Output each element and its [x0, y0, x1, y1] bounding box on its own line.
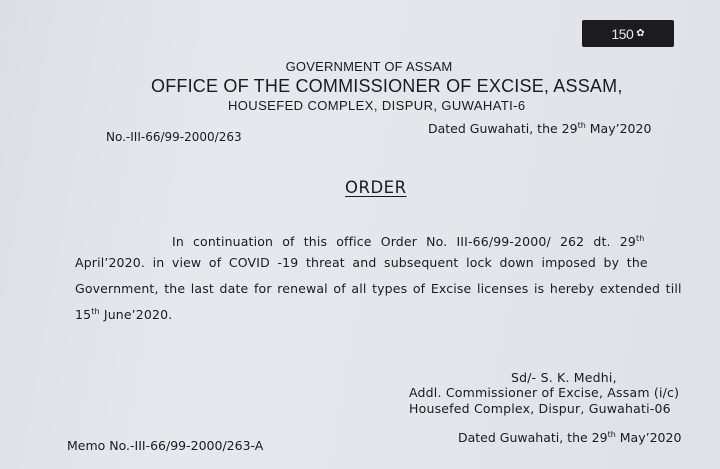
- header-government-text: GOVERNMENT OF ASSAM: [285, 59, 453, 74]
- body-line-1: [172, 234, 645, 249]
- reference-date-month: May’2020: [585, 121, 652, 136]
- body-line-1-sup: th: [635, 234, 645, 243]
- header-address: HOUSEFED COMPLEX, DISPUR, GUWAHATI-6: [228, 98, 526, 113]
- memo-date: [458, 430, 681, 445]
- body-line-2: April’2020. in view of COVID -19 threat and subsequent lock down imposed by the: [75, 255, 648, 270]
- body-line-4-sup: th: [91, 307, 100, 316]
- reference-date-sup: th: [577, 121, 586, 130]
- anniversary-logo: [582, 20, 674, 47]
- memo-number: Memo No.-III-66/99-2000/263-A: [67, 438, 264, 453]
- header-office: OFFICE OF THE COMMISSIONER OF EXCISE, ASSAM,: [151, 76, 623, 96]
- reference-date-text: Dated Guwahati, the 29: [428, 121, 578, 136]
- logo-number: 150: [611, 25, 634, 42]
- body-line-3: Government, the last date for renewal of all types of Excise licenses is hereby extended till: [75, 281, 682, 296]
- body-line-4: [75, 307, 172, 322]
- memo-date-text: Dated Guwahati, the 29: [458, 430, 608, 445]
- body-line-1-text: In continuation of this office Order No. III-66/99-2000/ 262 dt. 29: [172, 234, 636, 249]
- signature-designation: Addl. Commissioner of Excise, Assam (i/c): [409, 385, 680, 400]
- document-title: ORDER: [345, 178, 407, 197]
- wheel-emblem-icon: ✿: [636, 28, 645, 39]
- body-line-4-day: 15: [75, 307, 92, 322]
- reference-date: [428, 121, 651, 136]
- memo-date-sup: th: [607, 430, 616, 439]
- body-line-4-month: June’2020.: [99, 307, 173, 322]
- memo-date-month: May’2020: [615, 430, 682, 445]
- signature-address: Housefed Complex, Dispur, Guwahati-06: [409, 401, 671, 416]
- reference-number: No.-III-66/99-2000/263: [106, 130, 242, 144]
- signature-name: Sd/- S. K. Medhi,: [511, 370, 617, 385]
- header-government: [0, 59, 720, 74]
